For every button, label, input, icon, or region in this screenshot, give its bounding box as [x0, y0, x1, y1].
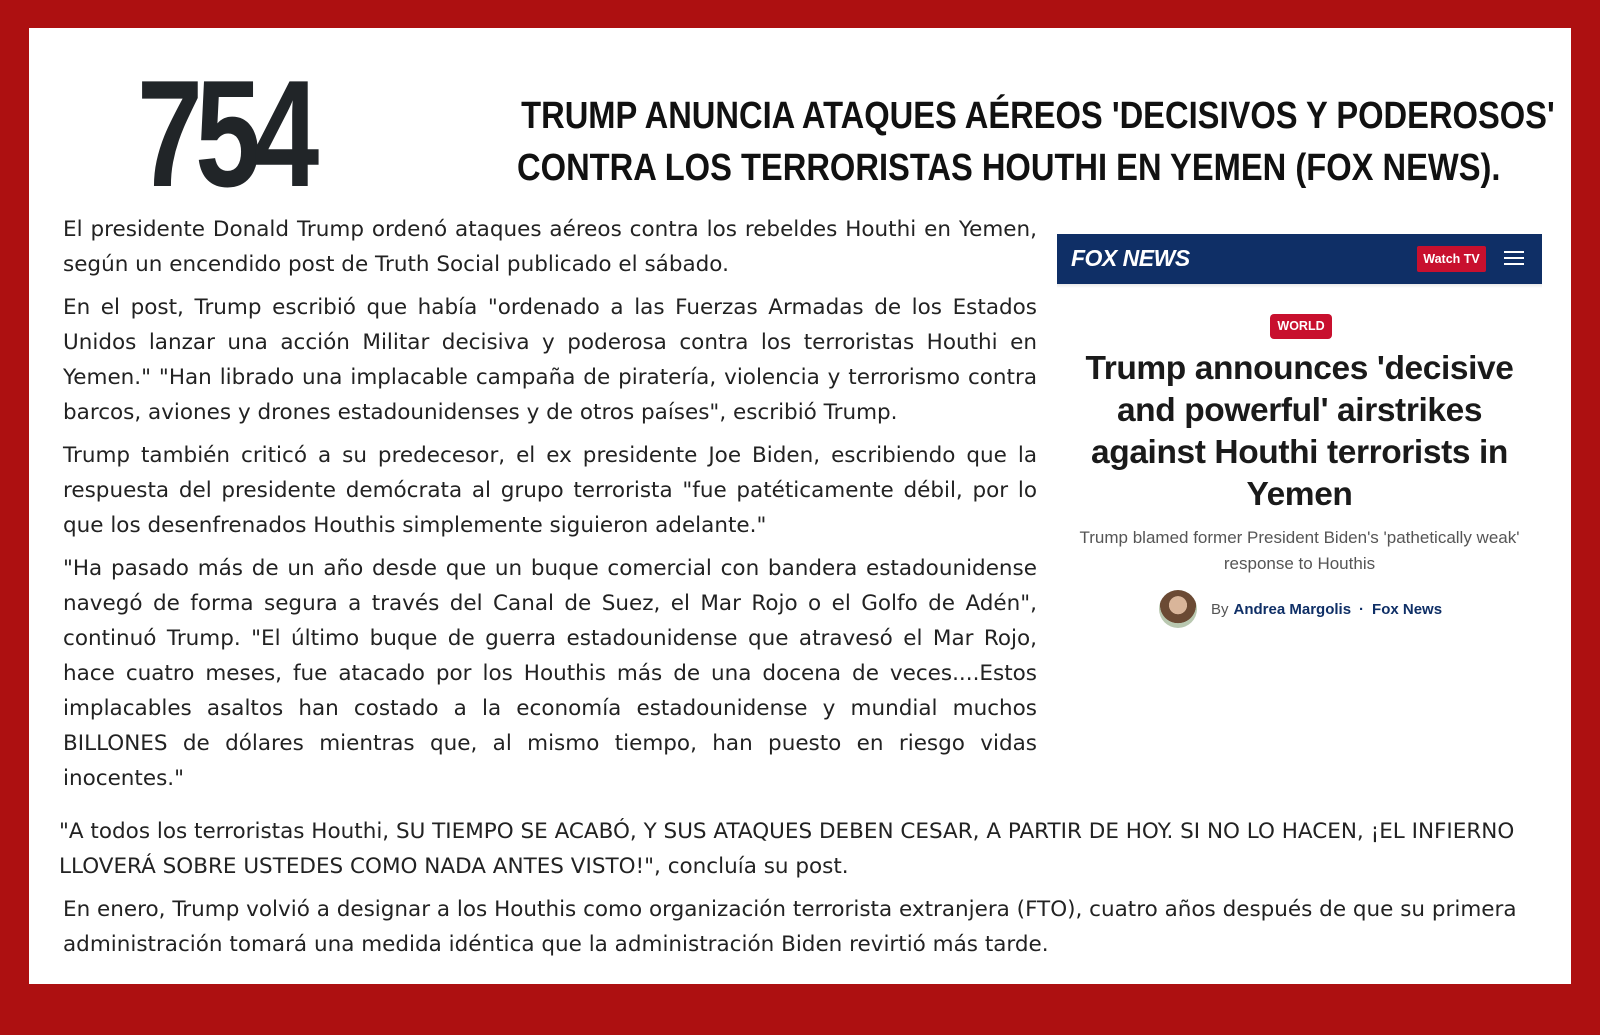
fox-news-header [1057, 234, 1542, 284]
paragraph: "A todos los terroristas Houthi, SU TIEMPO SE ACABÓ, Y SUS ATAQUES DEBEN CESAR, A PARTIR DE HOY. SI NO LO HACEN, ¡EL INFIERNO LLOVERÁ SOBRE USTEDES COMO NADA ANTES VISTO!", concluía su post. [59, 819, 1515, 879]
hamburger-menu-icon[interactable] [1504, 251, 1524, 265]
paragraph: "Ha pasado más de un año desde que un buque comercial con bandera estadounidense navegó de forma segura a través del Canal de Suez, el Mar Rojo o el Golfo de Adén", continuó Trump. "El último buque de guerra estadounidense que atravesó el Mar Rojo, hace cuatro meses, fue atacado por los Houthis más de una docena de veces....Estos implacables asaltos han costado a la economía estadounidense y mundial muchos BILLONES de dólares mientras que, al mismo tiempo, han puesto en riesgo vidas inocentes." [63, 556, 1037, 791]
paragraph: En enero, Trump volvió a designar a los Houthis como organización terrorista extranjera (FTO), cuatro años después de que su primera administración tomará una medida idéntica que la administración Biden revirtió más tarde. [63, 897, 1517, 957]
fox-news-screenshot [1057, 234, 1542, 618]
section-tag[interactable]: WORLD [1270, 314, 1332, 339]
post-number: 754 [137, 49, 312, 219]
header-shadow [1057, 284, 1542, 288]
headline-line-1: TRUMP ANUNCIA ATAQUES AÉREOS 'DECISIVOS Y PODEROSOS' [521, 95, 1555, 137]
byline-prefix: By [1211, 600, 1229, 618]
outlet-link[interactable]: Fox News [1372, 600, 1443, 618]
article-title: Trump announces 'decisive and powerful' airstrikes against Houthi terrorists in Yemen [1085, 350, 1514, 513]
content-card [29, 28, 1571, 984]
article-body [63, 212, 1037, 804]
headline [437, 90, 1555, 194]
paragraph: En el post, Trump escribió que había "ordenado a las Fuerzas Armadas de los Estados Unidos lanzar una acción Militar decisiva y poderosa contra los terroristas Houthi en Yemen." "Han librado una implacable campaña de piratería, violencia y terrorismo contra barcos, aviones y drones estadounidenses y de otros países", escribió Trump. [63, 295, 1037, 425]
article-subtitle: Trump blamed former President Biden's 'pathetically weak' response to Houthis [1079, 528, 1520, 573]
watch-tv-button[interactable]: Watch TV [1417, 246, 1486, 272]
article-body-full-width [59, 814, 1559, 970]
paragraph: El presidente Donald Trump ordenó ataques aéreos contra los rebeldes Houthi en Yemen, según un encendido post de Truth Social publicado el sábado. [63, 217, 1037, 277]
byline [1159, 590, 1442, 628]
paragraph: Trump también criticó a su predecesor, el ex presidente Joe Biden, escribiendo que la respuesta del presidente demócrata al grupo terrorista "fue patéticamente débil, por lo que los desenfrenados Houthis simplemente siguieron adelante." [63, 443, 1037, 538]
author-avatar [1159, 590, 1197, 628]
author-link[interactable]: Andrea Margolis [1233, 600, 1352, 618]
byline-separator: · [1359, 600, 1365, 618]
headline-line-2: CONTRA LOS TERRORISTAS HOUTHI EN YEMEN (FOX NEWS). [517, 147, 1501, 189]
fox-news-logo: FOX NEWS [1071, 245, 1190, 271]
